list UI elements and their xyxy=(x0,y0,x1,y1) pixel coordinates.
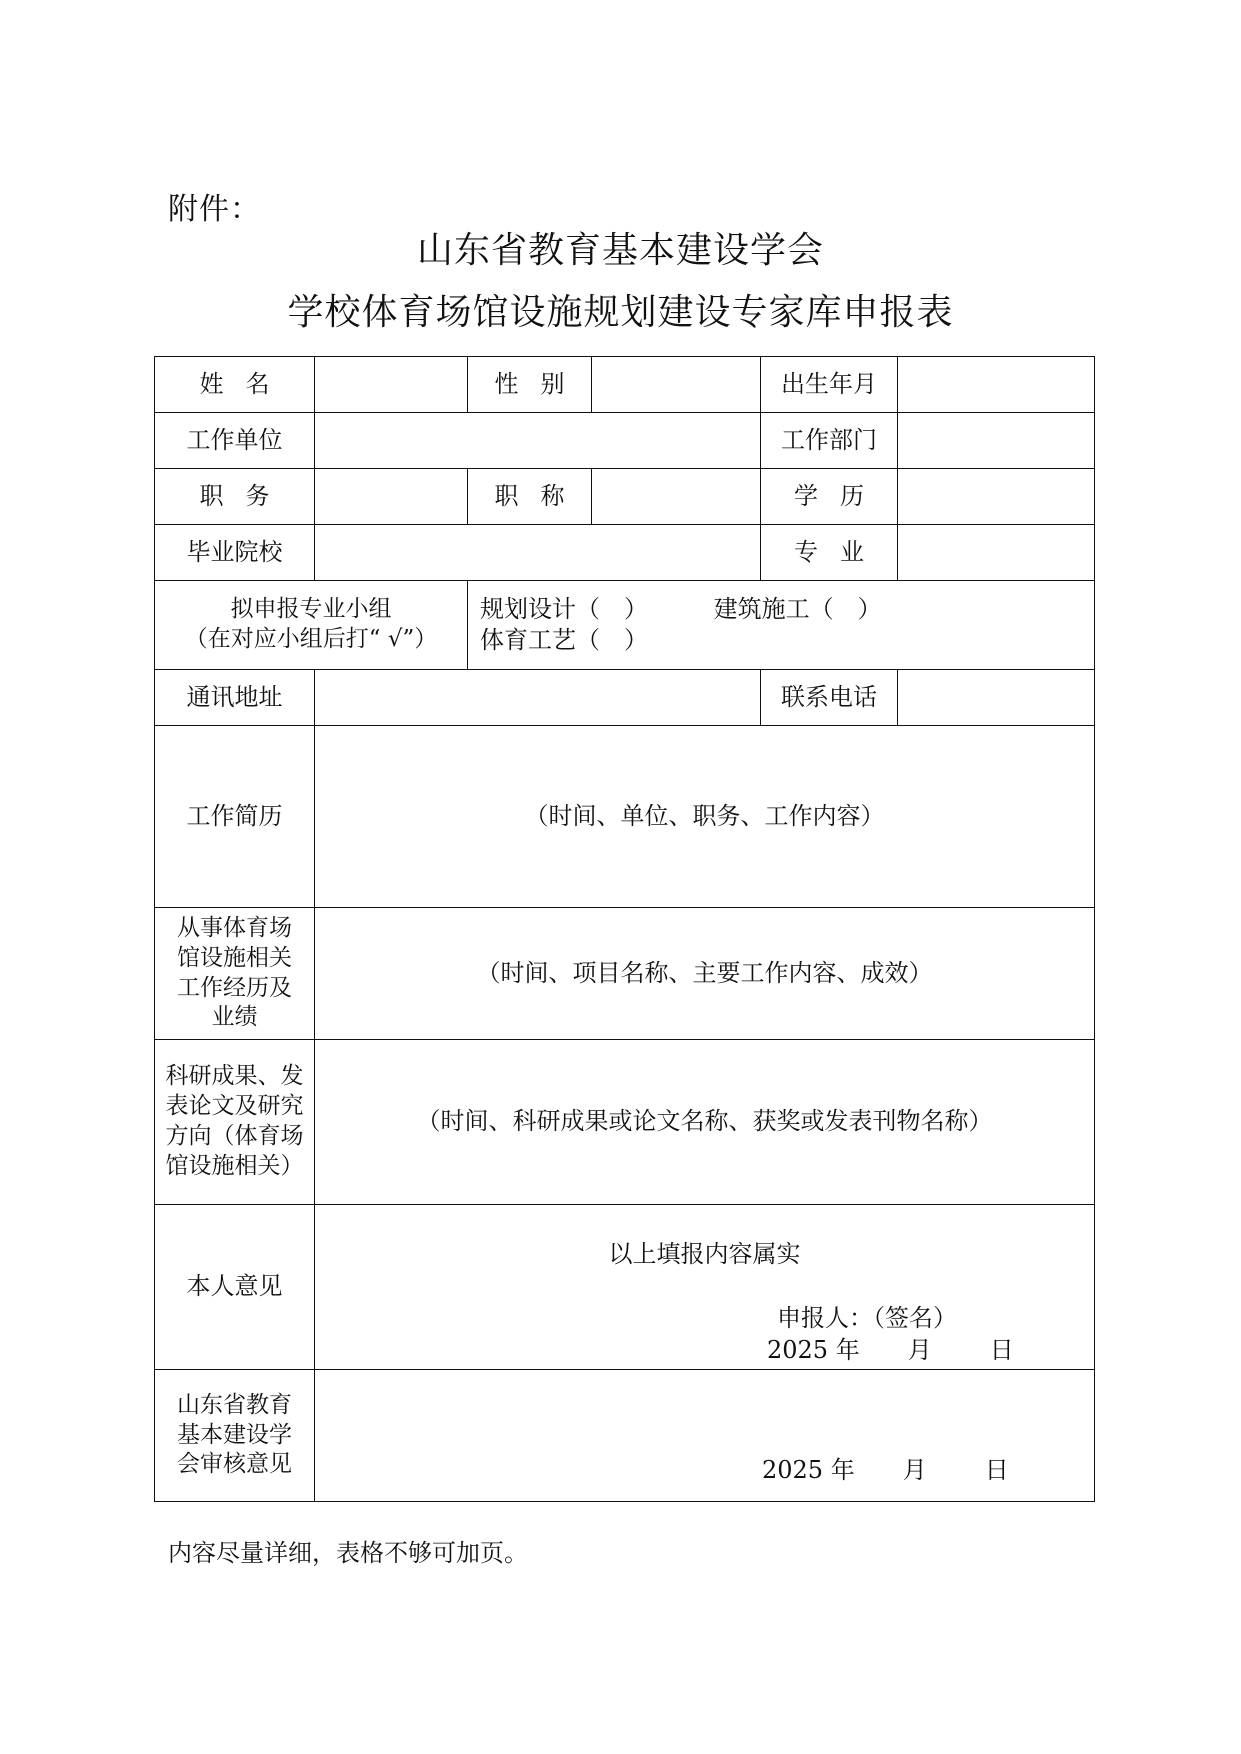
phone-field[interactable] xyxy=(898,670,1095,726)
audit-field[interactable] xyxy=(315,1370,1095,1502)
opinion-field[interactable] xyxy=(315,1205,1095,1370)
audit-label: 山东省教育基本建设学会审核意见 xyxy=(155,1370,315,1502)
work-dept-field[interactable] xyxy=(898,413,1095,469)
row-resume xyxy=(155,726,1095,908)
opinion-label: 本人意见 xyxy=(155,1205,315,1370)
name-label: 姓名 xyxy=(155,357,315,413)
education-field[interactable] xyxy=(898,469,1095,525)
application-form-table xyxy=(154,356,1095,1502)
footer-note: 内容尽量详细，表格不够可加页。 xyxy=(168,1539,528,1567)
document-title-line-2: 学校体育场馆设施规划建设专家库申报表 xyxy=(287,292,954,333)
row-audit xyxy=(155,1370,1095,1502)
name-field[interactable] xyxy=(315,357,468,413)
experience-field[interactable] xyxy=(315,908,1095,1040)
research-label: 科研成果、发表论文及研究方向（体育场馆设施相关） xyxy=(155,1040,315,1205)
post-field[interactable] xyxy=(315,469,468,525)
major-label: 专业 xyxy=(761,525,898,581)
birth-field[interactable] xyxy=(898,357,1095,413)
work-unit-label: 工作单位 xyxy=(155,413,315,469)
opinion-year: 2025 年 xyxy=(767,1336,860,1364)
opinion-day: 日 xyxy=(989,1336,1014,1364)
school-field[interactable] xyxy=(315,525,761,581)
experience-hint: （时间、项目名称、主要工作内容、成效） xyxy=(476,958,933,987)
title-label: 职称 xyxy=(468,469,592,525)
group-option-planning[interactable]: 规划设计（ ） xyxy=(480,594,648,623)
row-group xyxy=(155,581,1095,670)
work-unit-field[interactable] xyxy=(315,413,761,469)
row-basic-info xyxy=(155,357,1095,413)
attachment-label: 附件： xyxy=(168,192,261,227)
audit-day: 日 xyxy=(984,1455,1009,1484)
opinion-statement: 以上填报内容属实 xyxy=(608,1240,801,1268)
resume-label: 工作简历 xyxy=(155,726,315,908)
row-school xyxy=(155,525,1095,581)
row-experience xyxy=(155,908,1095,1040)
gender-label: 性别 xyxy=(468,357,592,413)
document-title-line-1: 山东省教育基本建设学会 xyxy=(416,230,824,271)
group-label xyxy=(155,581,468,670)
group-options xyxy=(468,581,1095,670)
major-field[interactable] xyxy=(898,525,1095,581)
title-field[interactable] xyxy=(592,469,761,525)
group-option-sports-craft[interactable]: 体育工艺（ ） xyxy=(480,626,648,654)
school-label: 毕业院校 xyxy=(155,525,315,581)
experience-label: 从事体育场馆设施相关工作经历及业绩 xyxy=(155,908,315,1040)
work-dept-label: 工作部门 xyxy=(761,413,898,469)
resume-hint: （时间、单位、职务、工作内容） xyxy=(524,801,885,830)
research-field[interactable] xyxy=(315,1040,1095,1205)
address-label: 通讯地址 xyxy=(155,670,315,726)
phone-label: 联系电话 xyxy=(761,670,898,726)
row-post xyxy=(155,469,1095,525)
row-research xyxy=(155,1040,1095,1205)
row-work-unit xyxy=(155,413,1095,469)
education-label: 学历 xyxy=(761,469,898,525)
research-hint: （时间、科研成果或论文名称、获奖或发表刊物名称） xyxy=(416,1107,993,1136)
post-label: 职务 xyxy=(155,469,315,525)
opinion-month: 月 xyxy=(907,1336,932,1364)
birth-label: 出生年月 xyxy=(761,357,898,413)
audit-date xyxy=(762,1455,1009,1486)
audit-month: 月 xyxy=(902,1455,927,1484)
group-option-construction[interactable]: 建筑施工（ ） xyxy=(713,594,882,623)
group-label-line-1: 拟申报专业小组 xyxy=(230,596,392,623)
opinion-signer: 申报人：（签名） xyxy=(777,1304,957,1332)
address-field[interactable] xyxy=(315,670,761,726)
group-label-line-2: （在对应小组后打“ √”） xyxy=(184,626,438,652)
row-opinion xyxy=(155,1205,1095,1370)
gender-field[interactable] xyxy=(592,357,761,413)
audit-year: 2025 年 xyxy=(762,1455,855,1484)
resume-field[interactable] xyxy=(315,726,1095,908)
opinion-date xyxy=(767,1335,1014,1366)
row-address xyxy=(155,670,1095,726)
